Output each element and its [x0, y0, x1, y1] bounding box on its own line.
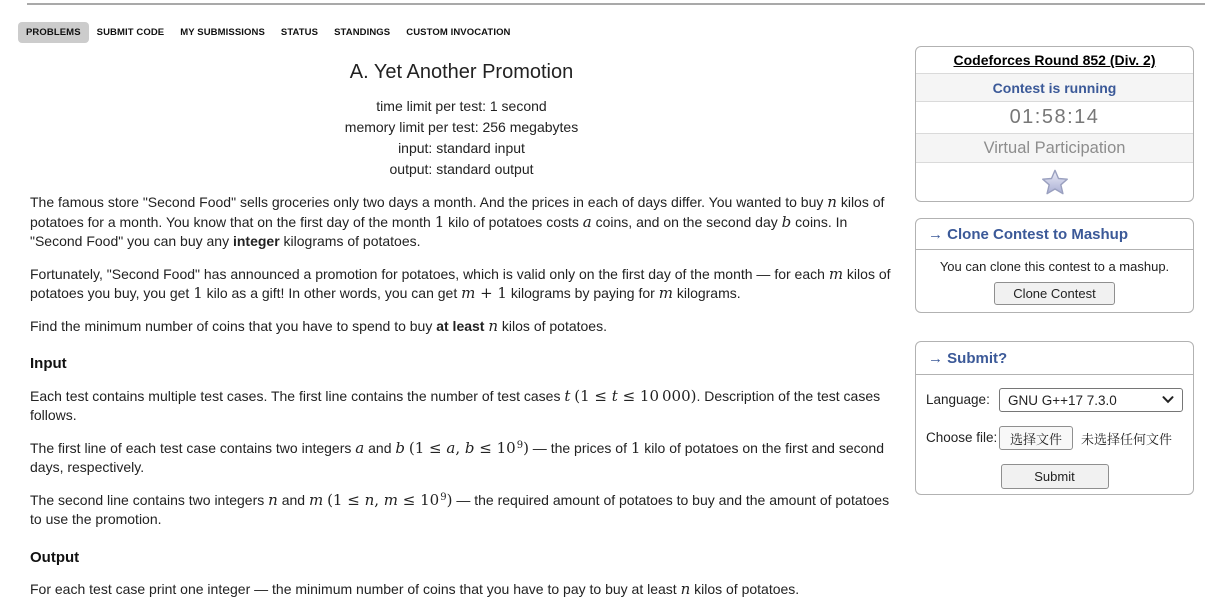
- language-select[interactable]: [999, 388, 1183, 412]
- language-label: Language:: [926, 392, 990, 407]
- statement-paragraph: The first line of each test case contains two integers a and b (1 ≤ a, $b \le 10^9$) — the prices of 1 kilo of potatoes on the first and second days, respectively.: [30, 438, 885, 475]
- contest-box: [915, 46, 1194, 202]
- limit-line: output: standard output: [389, 161, 534, 177]
- limit-line: memory limit per test: 256 megabytes: [344, 119, 579, 135]
- statement-paragraph: Find the minimum number of coins that you have to spend to buy at least n kilos of potatoes.: [30, 316, 607, 335]
- contest-timer: 01:58:14: [1009, 106, 1100, 128]
- contest-status: Contest is running: [916, 73, 1193, 102]
- section-heading-output: Output: [30, 548, 80, 566]
- top-divider: [27, 3, 1205, 5]
- submit-row: [926, 464, 1183, 489]
- tab-standings[interactable]: STANDINGS: [334, 27, 391, 38]
- statement-paragraph: The second line contains two integers n and m (1 ≤ n, $m \le 10^9$) — the required amount of potatoes to buy and the amount of potatoes to use the promotion.: [30, 490, 890, 527]
- file-input: [999, 426, 1172, 450]
- contest-mode: Virtual Participation: [916, 133, 1193, 163]
- problem-limits: [30, 96, 893, 180]
- limit-line: input: standard input: [398, 140, 525, 156]
- clone-contest-button[interactable]: Clone Contest: [994, 282, 1114, 305]
- choose-file-label: Choose file:: [926, 430, 998, 445]
- file-choose-button[interactable]: 选择文件: [999, 426, 1073, 450]
- statement-paragraph: Fortunately, "Second Food" has announced a promotion for potatoes, which is valid only on the first day of the month — for each m kilos of potatoes you buy, you get 1 kilo as a gift! In other words, you can get m + 1 kilograms by paying for m kilograms.: [30, 264, 891, 302]
- language-selected-value: GNU G++17 7.3.0: [1008, 392, 1117, 408]
- file-row: [926, 426, 1183, 450]
- contest-star-row: [916, 163, 1193, 201]
- tab-status[interactable]: STATUS: [280, 27, 319, 38]
- tab-problems[interactable]: PROBLEMS: [18, 22, 89, 43]
- clone-box: [915, 218, 1194, 313]
- submit-form: [916, 375, 1193, 489]
- statement-paragraph: Each test contains multiple test cases. The first line contains the number of test cases t (1 ≤ t ≤ 10 000). Description of the test cases follows.: [30, 386, 881, 423]
- clone-body: [916, 259, 1193, 305]
- tab-bar: [18, 22, 519, 43]
- language-row: [926, 388, 1183, 412]
- contest-link[interactable]: Codeforces Round 852 (Div. 2): [953, 52, 1156, 68]
- contest-title-row: [916, 47, 1193, 73]
- problem-title: A. Yet Another Promotion: [349, 61, 574, 83]
- submit-header: → Submit?: [916, 342, 1193, 375]
- problem-panel: [30, 58, 893, 613]
- tab-custom-invocation[interactable]: CUSTOM INVOCATION: [406, 27, 511, 38]
- statement-paragraph: The famous store "Second Food" sells groceries only two days a month. And the prices in each of days differ. You wanted to buy n kilos of potatoes for a month. You know that on the first day of the month 1 kilo of potatoes costs a coins, and on the second day b coins. In "Second Food" you can buy any integer kilograms of potatoes.: [30, 193, 885, 249]
- submit-button[interactable]: Submit: [1001, 464, 1109, 489]
- problem-statement: [30, 193, 893, 600]
- statement-paragraph: For each test case print one integer — the minimum number of coins that you have to pay to buy at least n kilos of potatoes.: [30, 580, 800, 598]
- chevron-down-icon: [1162, 396, 1174, 404]
- star-icon[interactable]: [1041, 169, 1069, 195]
- clone-text: You can clone this contest to a mashup.: [939, 259, 1170, 274]
- section-heading-input: Input: [30, 355, 67, 372]
- file-status-text: 未选择任何文件: [1081, 431, 1173, 447]
- tab-submit-code[interactable]: SUBMIT CODE: [96, 27, 165, 38]
- tab-my-submissions[interactable]: MY SUBMISSIONS: [180, 27, 265, 38]
- clone-header: → Clone Contest to Mashup: [916, 219, 1193, 250]
- submit-box: [915, 341, 1194, 495]
- limit-line: time limit per test: 1 second: [376, 98, 547, 114]
